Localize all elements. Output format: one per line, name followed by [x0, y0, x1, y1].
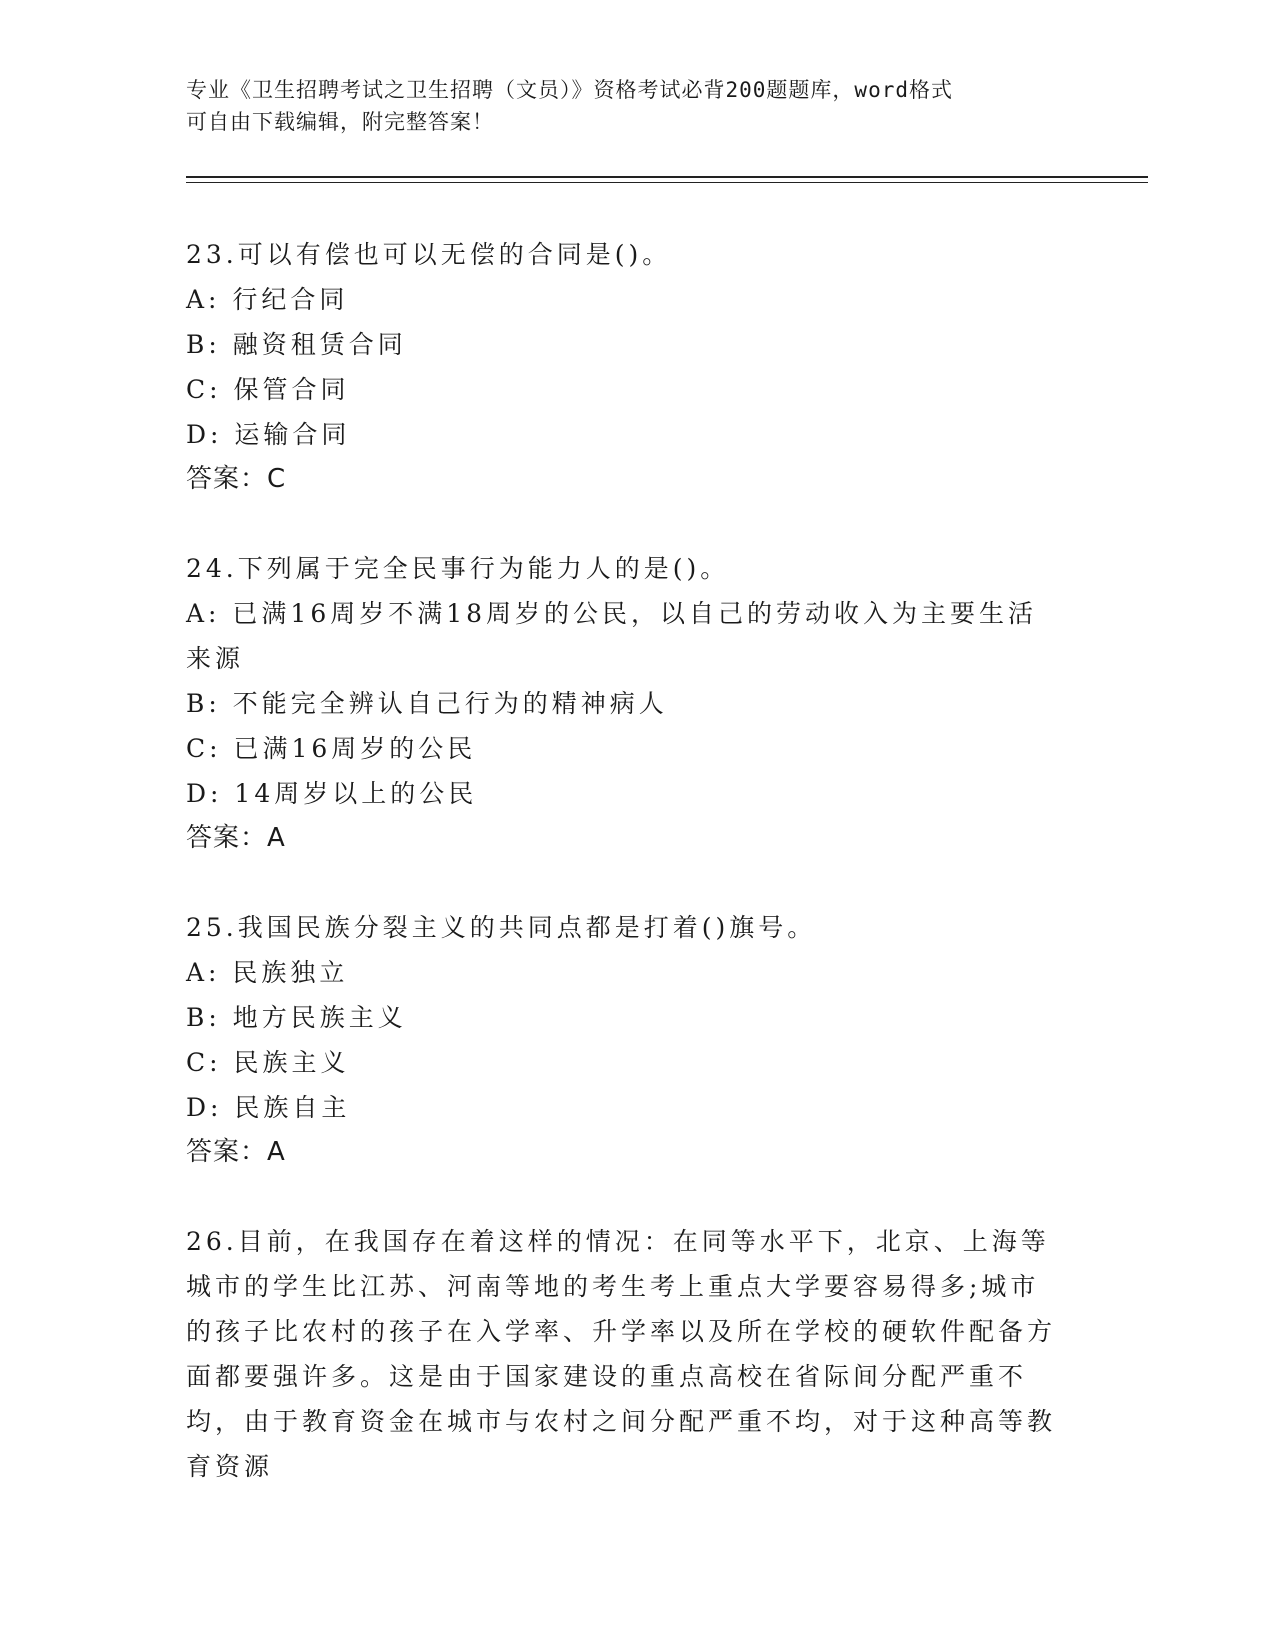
option-d: D: 民族自主 — [186, 1093, 351, 1122]
question-text: 25.我国民族分裂主义的共同点都是打着()旗号。 — [186, 913, 817, 942]
option-c: C: 已满16周岁的公民 — [186, 734, 477, 763]
header-line-2: 可自由下载编辑，附完整答案！ — [186, 110, 494, 134]
question-text: 23.可以有偿也可以无偿的合同是()。 — [186, 240, 672, 269]
answer-line: 答案：A — [186, 1137, 286, 1167]
question-26 — [186, 1219, 1066, 1489]
question-text: 26.目前，在我国存在着这样的情况：在同等水平下，北京、上海等城市的学生比江苏、河南等地的考生考上重点大学要容易得多;城市的孩子比农村的孩子在入学率、升学率以及所在学校的硬软件配备方面都要强许多。这是由于国家建设的重点高校在省际间分配严重不均，由于教育资金在城市与农村之间分配严重不均，对于这种高等教育资源 — [186, 1227, 1057, 1481]
question-24 — [186, 546, 1066, 861]
option-b: B: 不能完全辨认自己行为的精神病人 — [186, 689, 668, 718]
question-list — [186, 232, 1066, 1533]
option-d: D: 运输合同 — [186, 420, 351, 449]
option-b: B: 融资租赁合同 — [186, 330, 407, 359]
option-a: A: 民族独立 — [186, 958, 349, 987]
answer-line: 答案：C — [186, 464, 287, 494]
option-a: A: 行纪合同 — [186, 285, 349, 314]
header-rule-thick — [186, 176, 1148, 178]
option-b: B: 地方民族主义 — [186, 1003, 407, 1032]
option-a: A: 已满16周岁不满18周岁的公民，以自己的劳动收入为主要生活来源 — [186, 599, 1038, 673]
option-c: C: 民族主义 — [186, 1048, 350, 1077]
header-line-1: 专业《卫生招聘考试之卫生招聘（文员）》资格考试必背200题题库，word格式 — [186, 78, 953, 102]
question-25 — [186, 905, 1066, 1175]
option-d: D: 14周岁以上的公民 — [186, 779, 478, 808]
header-rule-thin — [186, 182, 1148, 183]
answer-line: 答案：A — [186, 823, 286, 853]
question-text: 24.下列属于完全民事行为能力人的是()。 — [186, 554, 730, 583]
question-23 — [186, 232, 1066, 502]
option-c: C: 保管合同 — [186, 375, 350, 404]
document-header — [186, 74, 1066, 138]
